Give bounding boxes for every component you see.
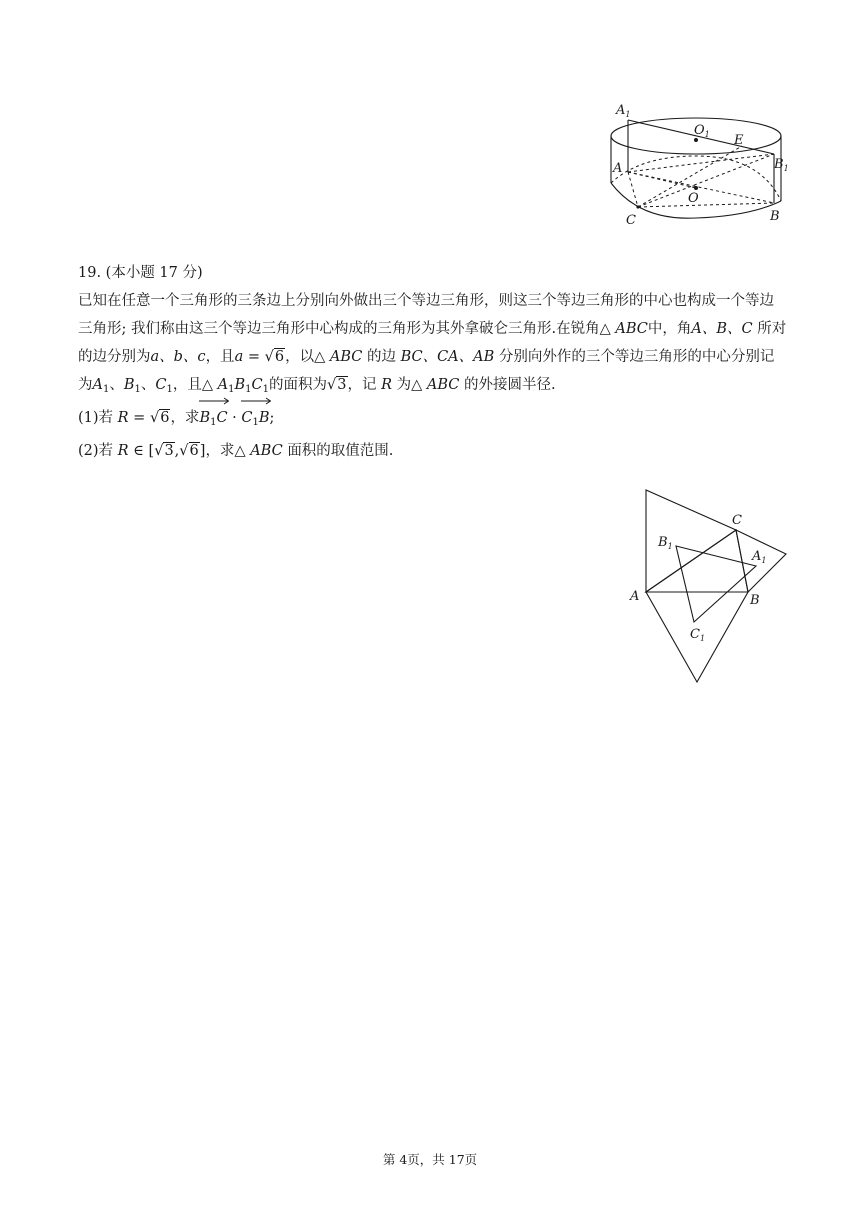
label-c: C bbox=[732, 513, 742, 528]
label-a: A bbox=[630, 589, 640, 604]
point-o1 bbox=[694, 138, 698, 142]
vector-b1c: $B_1C$ bbox=[199, 404, 227, 437]
question-1: (1)若 R = √6，求 $B_1C$ · $C_1B$; bbox=[78, 404, 788, 437]
problem-19 bbox=[78, 259, 788, 465]
label-c1: $C_1$ bbox=[690, 627, 706, 643]
segment-c-b bbox=[638, 203, 774, 207]
vector-c1b: $C_1B$ bbox=[241, 404, 269, 437]
label-a1: $A_1$ bbox=[616, 103, 631, 119]
label-b1: $B_1$ bbox=[658, 535, 673, 551]
segment-a-o bbox=[628, 172, 696, 188]
sqrt-6: √6 bbox=[264, 349, 285, 365]
label-o1: $O_1$ bbox=[694, 123, 710, 139]
label-a: A bbox=[613, 161, 623, 176]
cylinder-figure bbox=[600, 96, 800, 232]
label-b: B bbox=[750, 593, 760, 608]
label-e: E bbox=[734, 133, 744, 148]
triangle-a1b1c1 bbox=[676, 546, 756, 622]
label-o: O bbox=[688, 191, 699, 206]
segment-a-b bbox=[628, 172, 774, 203]
problem-heading: 19. (本小题 17 分) bbox=[78, 265, 203, 281]
page-footer: 第 4页，共 17页 bbox=[382, 1152, 478, 1167]
sqrt-3: √3 bbox=[327, 377, 347, 393]
point-o bbox=[694, 186, 698, 190]
napoleon-triangle-figure bbox=[620, 484, 800, 688]
point-c bbox=[636, 205, 639, 208]
question-2: (2)若 R ∈ [√3,√6]，求△ ABC 面积的取值范围. bbox=[78, 443, 394, 459]
problem-statement: 已知在任意一个三角形的三条边上分别向外做出三个等边三角形，则这三个等边三角形的中心也构成一个等边三角形; 我们称由这三个等边三角形中心构成的三角形为其外拿破仑三角形.在锐角△ ABC中，角A、B、C 所对的边分别为a、b、c，且a = √6，以△ ABC 的边 BC、CA、AB 分别向外作的三个等边三角形的中心分别记为$A_1$、$B_1$、$C_1$，且△ $A_1B_1C_1$的面积为√3，记 R 为△ ABC 的外接圆半径. bbox=[78, 287, 788, 404]
label-c: C bbox=[626, 213, 636, 228]
label-a1: $A_1$ bbox=[752, 549, 767, 565]
label-b: B bbox=[770, 209, 780, 224]
label-b1: $B_1$ bbox=[774, 157, 789, 173]
